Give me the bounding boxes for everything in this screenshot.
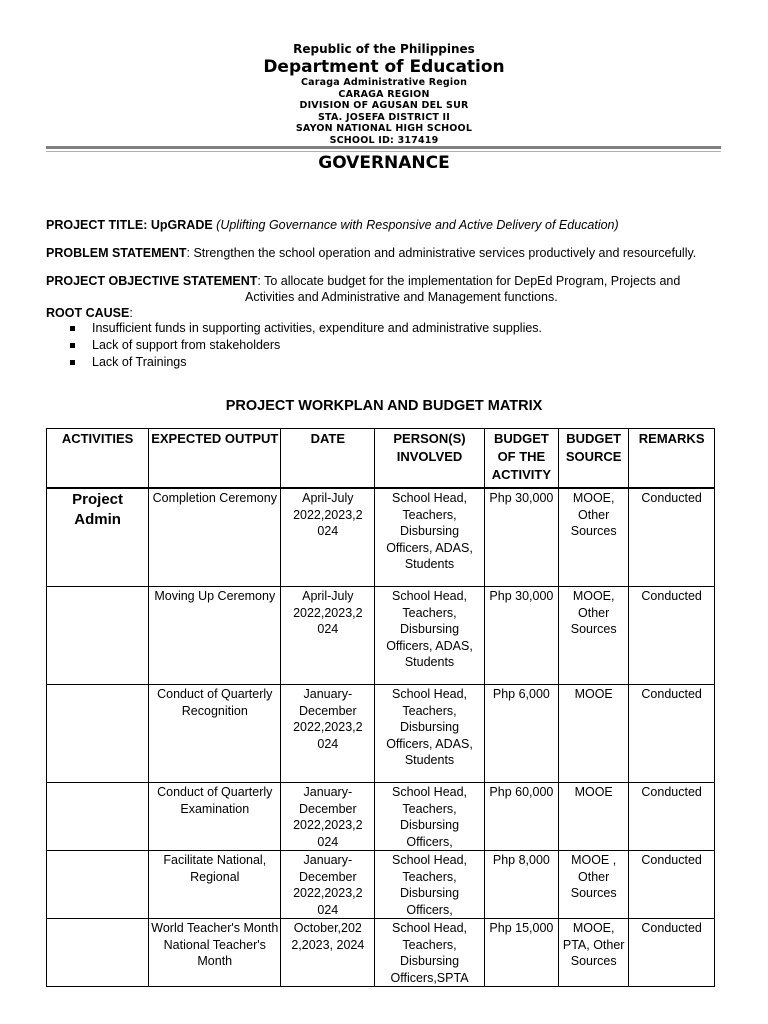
date-cell: January-December 2022,2023,2 024 (281, 685, 375, 783)
project-title-description: (Uplifting Governance with Responsive and Active Delivery of Education) (212, 218, 619, 232)
root-cause-item: Lack of support from stakeholders (92, 338, 281, 352)
activity-cell (47, 919, 149, 987)
budget-cell: Php 6,000 (484, 685, 558, 783)
budget-source-cell: MOOE, Other Sources (559, 587, 629, 685)
activity-cell (47, 685, 149, 783)
budget-cell: Php 30,000 (484, 587, 558, 685)
root-cause-item: Lack of Trainings (92, 355, 187, 369)
date-cell: January-December 2022,2023,2 024 (281, 783, 375, 851)
header-activities: ACTIVITIES (47, 429, 149, 489)
objective-text-line2: Activities and Administrative and Management functions. (245, 290, 558, 304)
budget-cell: Php 30,000 (484, 488, 558, 587)
letterhead-region-admin: Caraga Administrative Region (300, 77, 468, 88)
table-row (47, 488, 715, 587)
header-persons: PERSON(S) INVOLVED (375, 429, 484, 489)
root-cause-heading (46, 305, 736, 321)
root-cause-list (70, 320, 542, 371)
budget-cell: Php 60,000 (484, 783, 558, 851)
header-budget-source: BUDGET SOURCE (559, 429, 629, 489)
persons-cell: School Head, Teachers, Disbursing Officers, (375, 783, 484, 851)
persons-cell: School Head, Teachers, Disbursing Officers, ADAS, Students (375, 488, 484, 587)
letterhead-region: CARAGA REGION (338, 88, 430, 100)
remarks-cell: Conducted (629, 685, 715, 783)
persons-cell: School Head, Teachers, Disbursing Officers,SPTA (375, 919, 484, 987)
table-row (47, 851, 715, 919)
project-title-name: UpGRADE (150, 218, 213, 232)
date-cell: April-July 2022,2023,2 024 (281, 587, 375, 685)
table-row (47, 685, 715, 783)
objective-text-line1: : To allocate budget for the implementation for DepEd Program, Projects and (257, 274, 681, 288)
budget-source-cell: MOOE, PTA, Other Sources (559, 919, 629, 987)
activity-group-label: Project Admin (47, 488, 149, 587)
bullet-icon (70, 343, 75, 348)
table-header-row (47, 429, 715, 489)
list-item (70, 320, 542, 337)
header-rule (46, 146, 721, 149)
list-item (70, 354, 542, 371)
budget-source-cell: MOOE , Other Sources (559, 851, 629, 919)
matrix-title: PROJECT WORKPLAN AND BUDGET MATRIX (225, 398, 543, 414)
expected-output-cell: Facilitate National, Regional (149, 851, 281, 919)
problem-statement-label: PROBLEM STATEMENT (46, 246, 187, 260)
letterhead-department: Department of Education (263, 57, 505, 77)
letterhead-school: SAYON NATIONAL HIGH SCHOOL (295, 123, 473, 134)
root-cause-label: ROOT CAUSE (46, 306, 130, 320)
date-cell: October,202 2,2023, 2024 (281, 919, 375, 987)
remarks-cell: Conducted (629, 783, 715, 851)
expected-output-cell: World Teacher's Month National Teacher's Month (149, 919, 281, 987)
project-title-label: PROJECT TITLE: (46, 218, 151, 232)
header-remarks: REMARKS (629, 429, 715, 489)
table-row (47, 783, 715, 851)
persons-cell: School Head, Teachers, Disbursing Officers, (375, 851, 484, 919)
activity-cell (47, 587, 149, 685)
workplan-table (46, 428, 715, 987)
budget-source-cell: MOOE (559, 783, 629, 851)
project-title-line (46, 217, 736, 233)
page-title: GOVERNANCE (318, 153, 450, 173)
budget-source-cell: MOOE, Other Sources (559, 488, 629, 587)
table-row (47, 919, 715, 987)
letterhead-republic: Republic of the Philippines (293, 42, 475, 56)
header-budget: BUDGET OF THE ACTIVITY (484, 429, 558, 489)
budget-cell: Php 8,000 (484, 851, 558, 919)
persons-cell: School Head, Teachers, Disbursing Officers, ADAS, Students (375, 685, 484, 783)
activity-cell (47, 851, 149, 919)
letterhead-division: DIVISION OF AGUSAN DEL SUR (299, 100, 469, 111)
bullet-icon (70, 360, 75, 365)
letterhead-school-id: SCHOOL ID: 317419 (329, 134, 439, 146)
problem-statement-text: : Strengthen the school operation and administrative services productively and resourcefully. (186, 246, 697, 260)
problem-statement-line (46, 245, 736, 261)
list-item (70, 337, 542, 354)
budget-cell: Php 15,000 (484, 919, 558, 987)
remarks-cell: Conducted (629, 919, 715, 987)
expected-output-cell: Conduct of Quarterly Examination (149, 783, 281, 851)
expected-output-cell: Moving Up Ceremony (149, 587, 281, 685)
expected-output-cell: Conduct of Quarterly Recognition (149, 685, 281, 783)
table-row (47, 587, 715, 685)
persons-cell: School Head, Teachers, Disbursing Officers, ADAS, Students (375, 587, 484, 685)
activity-cell (47, 783, 149, 851)
bullet-icon (70, 326, 75, 331)
root-cause-colon: : (129, 306, 133, 320)
remarks-cell: Conducted (629, 488, 715, 587)
letterhead-district: STA. JOSEFA DISTRICT II (317, 111, 451, 123)
letterhead (0, 42, 768, 146)
objective-label: PROJECT OBJECTIVE STATEMENT (46, 274, 258, 288)
header-date: DATE (281, 429, 375, 489)
remarks-cell: Conducted (629, 587, 715, 685)
header-rule-thin (46, 151, 721, 152)
expected-output-cell: Completion Ceremony (149, 488, 281, 587)
objective-line (46, 273, 736, 289)
root-cause-item: Insufficient funds in supporting activities, expenditure and administrative supplies. (92, 321, 543, 335)
budget-source-cell: MOOE (559, 685, 629, 783)
date-cell: April-July 2022,2023,2 024 (281, 488, 375, 587)
remarks-cell: Conducted (629, 851, 715, 919)
date-cell: January-December 2022,2023,2 024 (281, 851, 375, 919)
header-expected-output: EXPECTED OUTPUT (149, 429, 281, 489)
